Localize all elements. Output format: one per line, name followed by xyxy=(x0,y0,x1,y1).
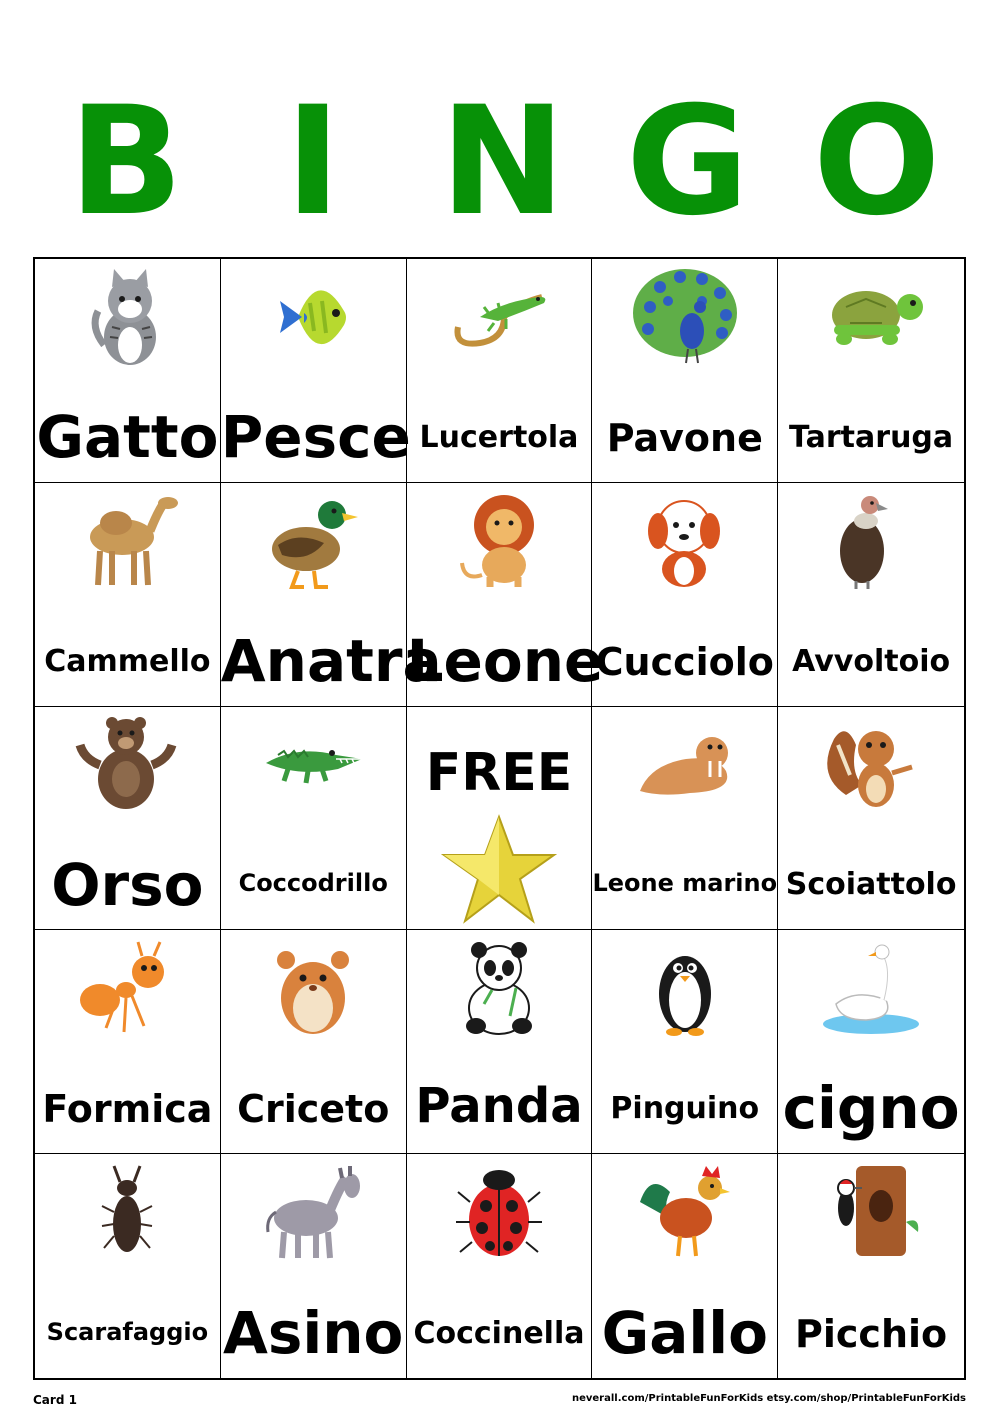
cell-label: Scoiattolo xyxy=(785,867,957,903)
cell-label: Cucciolo xyxy=(595,639,774,684)
hamster-icon xyxy=(258,938,368,1038)
card-number: Card 1 xyxy=(33,1393,77,1407)
cell-label: Coccodrillo xyxy=(238,869,388,897)
fish-icon xyxy=(258,267,368,367)
cell-cammello xyxy=(35,483,221,707)
cell-label: cigno xyxy=(782,1074,960,1143)
cell-cucciolo xyxy=(592,483,778,707)
cell-criceto xyxy=(221,930,407,1154)
cell-asino xyxy=(221,1154,407,1378)
cell-label: Pinguino xyxy=(610,1091,760,1127)
cell-label: Asino xyxy=(222,1299,404,1368)
cell-label: Pesce xyxy=(220,403,411,471)
cell-label: Formica xyxy=(42,1087,213,1132)
cell-label: Orso xyxy=(51,850,204,919)
cell-label: Lucertola xyxy=(419,419,579,455)
title-letter-o: O xyxy=(813,75,941,249)
cell-gatto xyxy=(35,259,221,483)
camel-icon xyxy=(72,491,182,591)
cell-label: Avvoltoio xyxy=(792,643,951,679)
title-letter-n: N xyxy=(440,75,566,249)
cell-label: Leone marino xyxy=(592,869,778,897)
title-letter-b: B xyxy=(68,75,184,249)
cell-label: Leone xyxy=(406,626,604,695)
bear-icon xyxy=(72,715,182,815)
ladybug-icon xyxy=(444,1162,554,1262)
cell-panda xyxy=(407,930,593,1154)
cell-label: Criceto xyxy=(237,1087,390,1132)
swan-icon xyxy=(816,938,926,1038)
walrus-icon xyxy=(630,715,740,815)
cell-label: Coccinella xyxy=(413,1316,585,1351)
crocodile-icon xyxy=(258,715,368,815)
title-letter-i: I xyxy=(285,75,341,249)
cell-pesce xyxy=(220,259,411,483)
donkey-icon xyxy=(258,1162,368,1262)
cell-anatra xyxy=(220,483,442,707)
cell-label: Scarafaggio xyxy=(46,1317,209,1346)
woodpecker-icon xyxy=(816,1162,926,1262)
cell-pavone xyxy=(592,259,778,483)
cell-tartaruga xyxy=(778,259,964,483)
duck-icon xyxy=(258,491,368,591)
cell-scarafaggio xyxy=(35,1154,221,1378)
panda-icon xyxy=(444,938,554,1038)
penguin-icon xyxy=(630,938,740,1038)
vulture-icon xyxy=(816,491,926,591)
cell-label: Tartaruga xyxy=(789,419,954,455)
free-space-label: FREE xyxy=(425,742,573,803)
cell-gallo xyxy=(592,1154,778,1378)
title-letter-g: G xyxy=(626,75,750,249)
turtle-icon xyxy=(816,267,926,367)
cell-label: Panda xyxy=(415,1078,583,1135)
peacock-icon xyxy=(630,267,740,367)
cell-coccodrillo xyxy=(221,707,407,931)
cell-cigno xyxy=(778,930,964,1154)
footer-links: neverall.com/PrintableFunForKids etsy.com/shop/PrintableFunForKids xyxy=(571,1393,966,1404)
cell-free xyxy=(407,707,593,931)
lizard-icon xyxy=(444,267,554,367)
cell-leone-marino xyxy=(592,707,778,931)
squirrel-icon xyxy=(816,715,926,815)
cell-label: Picchio xyxy=(795,1312,948,1357)
cell-scoiattolo xyxy=(778,707,964,931)
cell-label: Cammello xyxy=(44,643,211,679)
cell-formica xyxy=(35,930,221,1154)
cell-orso xyxy=(35,707,221,931)
cell-avvoltoio xyxy=(778,483,964,707)
cell-leone xyxy=(406,483,604,707)
cell-label: Gallo xyxy=(601,1299,768,1368)
star-icon xyxy=(442,815,556,925)
ant-icon xyxy=(72,938,182,1038)
cell-label: Gatto xyxy=(36,403,219,471)
cell-picchio xyxy=(778,1154,964,1378)
cell-pinguino xyxy=(592,930,778,1154)
bingo-title xyxy=(0,75,1000,249)
puppy-icon xyxy=(630,491,740,591)
cell-lucertola xyxy=(407,259,593,483)
cell-label: Pavone xyxy=(606,416,763,460)
cell-label: Anatra xyxy=(220,626,442,695)
cell-coccinella xyxy=(407,1154,593,1378)
beetle-icon xyxy=(72,1162,182,1262)
cat-icon xyxy=(72,267,182,367)
rooster-icon xyxy=(630,1162,740,1262)
bingo-card-grid xyxy=(33,257,966,1380)
lion-icon xyxy=(444,491,554,591)
